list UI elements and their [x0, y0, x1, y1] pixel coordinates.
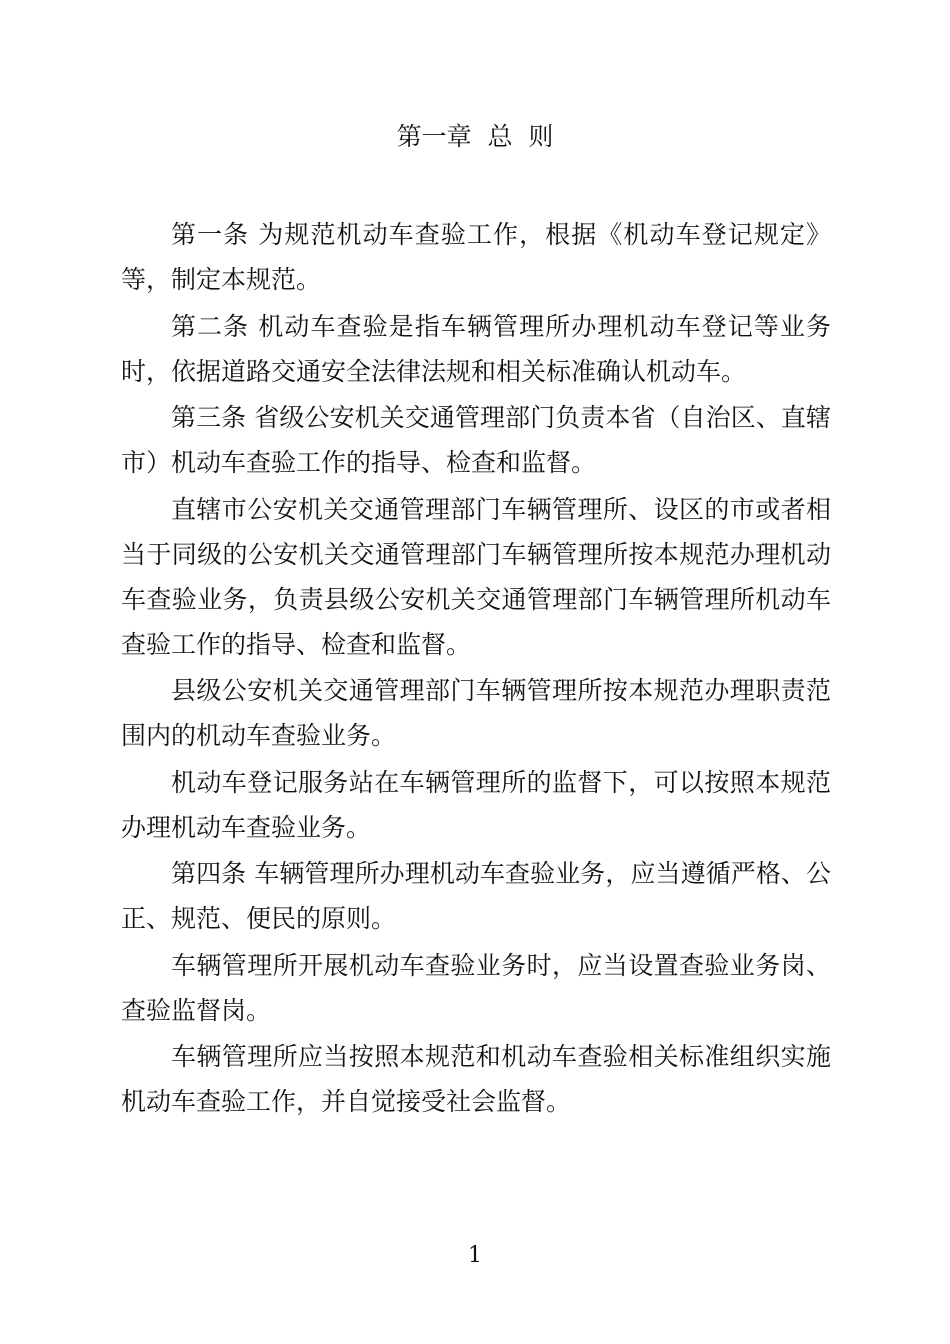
paragraph-article-4: 第四条 车辆管理所办理机动车查验业务，应当遵循严格、公正、规范、便民的原则。 — [121, 859, 831, 933]
document-body — [121, 212, 831, 1126]
paragraph-article-2: 第二条 机动车查验是指车辆管理所办理机动车登记等业务时，依据道路交通安全法律法规和相关标准确认机动车。 — [121, 311, 831, 386]
paragraph-article-4-posts: 车辆管理所开展机动车查验业务时，应当设置查验业务岗、查验监督岗。 — [121, 950, 831, 1025]
chapter-title: 第一章 总 则 — [396, 122, 554, 151]
paragraph-article-4-supervision: 车辆管理所应当按照本规范和机动车查验相关标准组织实施机动车查验工作，并自觉接受社会监督。 — [121, 1042, 831, 1116]
paragraph-article-3-service-station: 机动车登记服务站在车辆管理所的监督下，可以按照本规范办理机动车查验业务。 — [121, 767, 831, 842]
paragraph-article-3: 第三条 省级公安机关交通管理部门负责本省（自治区、直辖市）机动车查验工作的指导、检查和监督。 — [121, 403, 831, 477]
page-number: 1 — [468, 1243, 482, 1268]
paragraph-article-3-county: 县级公安机关交通管理部门车辆管理所按本规范办理职责范围内的机动车查验业务。 — [121, 676, 831, 750]
paragraph-article-3-municipal: 直辖市公安机关交通管理部门车辆管理所、设区的市或者相当于同级的公安机关交通管理部门车辆管理所按本规范办理机动车查验业务，负责县级公安机关交通管理部门车辆管理所机动车查验工作的指导、检查和监督。 — [121, 494, 831, 659]
paragraph-article-1: 第一条 为规范机动车查验工作，根据《机动车登记规定》等，制定本规范。 — [121, 220, 831, 294]
